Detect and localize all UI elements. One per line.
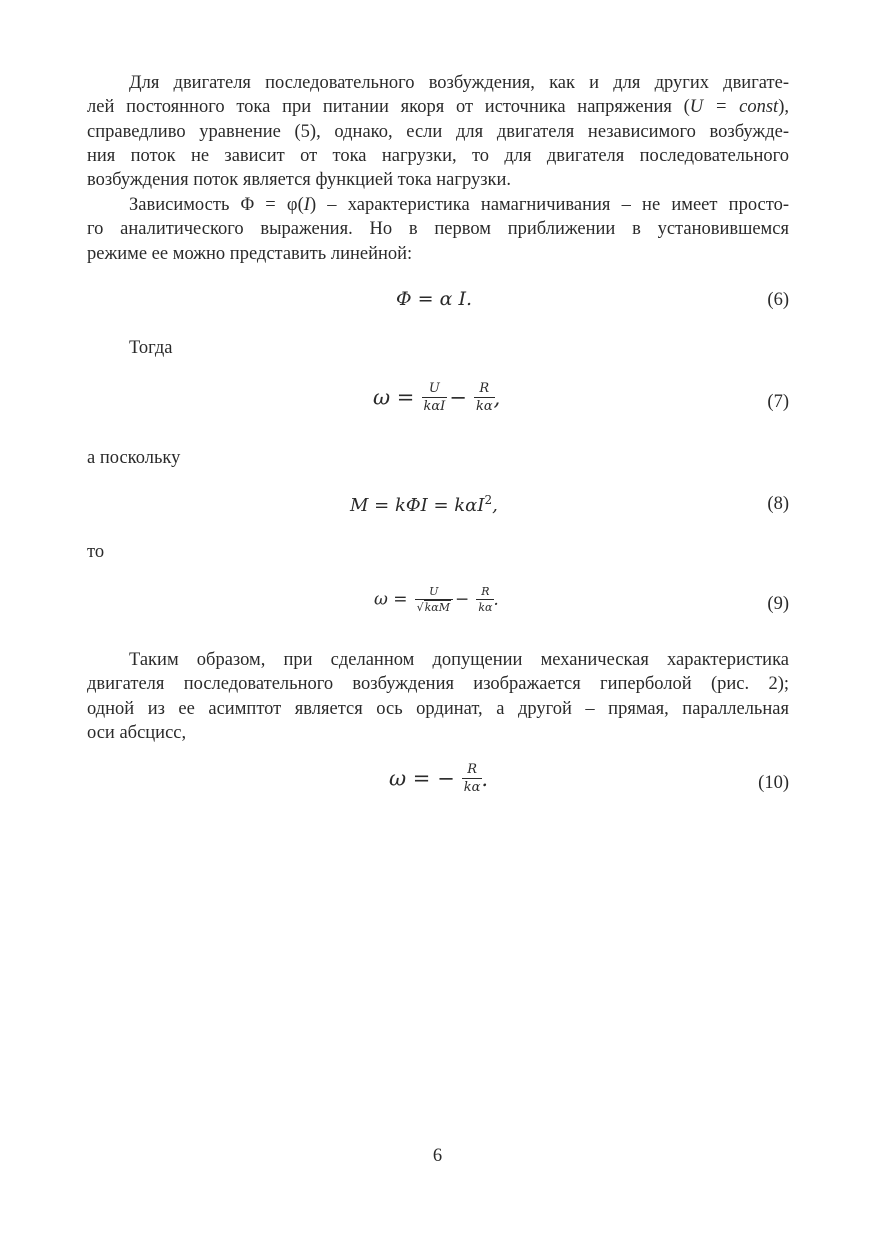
paragraph-2-line-3: режиме ее можно представить линейной: <box>87 243 413 264</box>
paragraph-3-line-2: двигателя последовательного возбуждения изображается гиперболой (рис. 2); <box>87 674 789 695</box>
equation-9-number: (9) <box>767 594 789 614</box>
connector-since: а поскольку <box>87 448 181 468</box>
paragraph-2-line-1: Зависимость Φ = φ(I) – характеристика намагничивания – не имеет просто- <box>129 195 789 215</box>
paragraph-1-line-4: ния поток не зависит от тока нагрузки, то для двигателя последовательного <box>87 145 789 166</box>
fraction-r-over-ka-9: $\frac{R}{k\alpha}$ <box>478 585 493 614</box>
equation-6-number: (6) <box>767 290 789 310</box>
fraction-u-over-kai: $\frac{U}{\text{kαI}}$ <box>423 381 446 414</box>
fraction-r-over-ka: $\frac{R}{k\alpha}$ <box>476 381 493 414</box>
paragraph-1-line-2: лей постоянного тока при питании якоря от источника напряжения (U = const), <box>87 97 789 118</box>
fraction-u-over-sqrt: $\frac{U}{\text{√kαM}}$ <box>415 585 453 614</box>
paragraph-1 <box>87 71 789 192</box>
paragraph-2-line-2: го аналитического выражения. Но в первом приближении в установившемся <box>87 219 789 240</box>
equation-8: M = kΦI = kαI$^2$, <box>350 493 498 516</box>
equation-7-number: (7) <box>767 392 789 412</box>
fraction-r-over-ka-10: $\frac{R}{k\alpha}$ <box>463 762 481 795</box>
connector-so: то <box>87 542 105 562</box>
connector-then: Тогда <box>129 338 173 358</box>
sqrt-symbol: √kαM <box>416 601 450 614</box>
paragraph-1-line-1: Для двигателя последовательного возбуждения, как и для других двигате- <box>129 73 789 93</box>
paragraph-1-line-5: возбуждения поток является функцией тока нагрузки. <box>87 170 512 191</box>
equation-7: ω = $\frac{U}{\text{kαI}}$ − $\frac{R}{k\alpha}$ , <box>373 381 501 414</box>
equation-10-number: (10) <box>758 773 789 793</box>
equation-10: ω = − $\frac{R}{k\alpha}$ . <box>389 762 489 795</box>
paragraph-3-line-1: Таким образом, при сделанном допущении механическая характеристика <box>129 650 789 670</box>
equation-8-number: (8) <box>767 494 789 514</box>
paragraph-3-line-3: одной из ее асимптот является ось ординат, а другой – прямая, параллельная <box>87 698 789 719</box>
u-const: U = const <box>689 97 779 118</box>
paragraph-2 <box>87 193 789 266</box>
paragraph-3-line-4: оси абсцисс, <box>87 722 187 743</box>
paragraph-1-line-3: справедливо уравнение (5), однако, если для двигателя независимого возбужде- <box>87 121 789 142</box>
page-number: 6 <box>432 1146 443 1166</box>
equation-6: Φ = α I. <box>396 288 472 310</box>
equation-9: ω = $\frac{U}{\text{√kαM}}$ − $\frac{R}{k\alpha}$ . <box>374 585 499 614</box>
paragraph-3 <box>87 648 789 745</box>
